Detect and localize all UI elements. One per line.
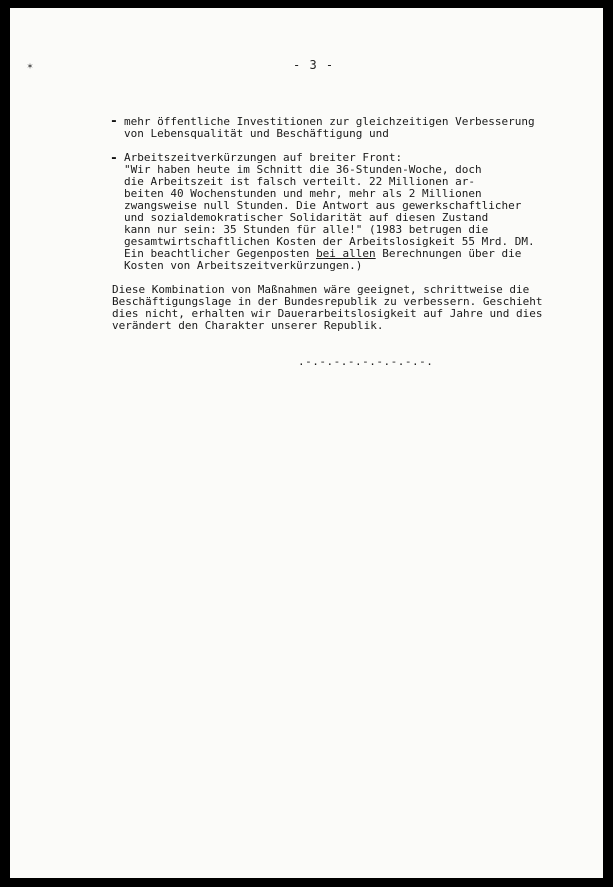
bullet-2-line-5: und sozialdemokratischer Solidarität auf diesen Zustand: [124, 211, 489, 224]
emphasis-bei-allen: bei allen: [316, 247, 376, 260]
bullet-2-line-9: Kosten von Arbeitszeitverkürzungen.): [124, 259, 363, 272]
page-number: - 3 -: [293, 58, 335, 72]
line-8-part-3: Berechnungen über die: [375, 247, 522, 260]
bullet-2-line-3: beiten 40 Wochenstunden und mehr, mehr als 2 Millionen: [124, 187, 482, 200]
paragraph-line-1: Diese Kombination von Maßnahmen wäre geeignet, schrittweise die: [112, 283, 530, 296]
document-page: [10, 8, 603, 878]
bullet-1-line-1: mehr öffentliche Investitionen zur gleichzeitigen Verbesserung: [124, 115, 535, 128]
bullet-2-heading: Arbeitszeitverkürzungen auf breiter Front:: [124, 151, 403, 164]
paragraph-line-4: verändert den Charakter unserer Republik.: [112, 319, 384, 332]
bullet-1-line-2: von Lebensqualität und Beschäftigung und: [124, 127, 389, 140]
bullet-2-line-4: zwangsweise null Stunden. Die Antwort aus gewerkschaftlicher: [124, 199, 522, 212]
bullet-2-line-6: kann nur sein: 35 Stunden für alle!" (1983 betrugen die: [124, 223, 489, 236]
end-separator: .-.-.-.-.-.-.-.-.-.: [298, 355, 434, 368]
bullet-dash: -: [110, 151, 118, 166]
line-8-part-1: Ein beachtlicher Gegenposten: [124, 247, 317, 260]
bullet-2-line-2: die Arbeitszeit ist falsch verteilt. 22 Millionen ar-: [124, 175, 475, 188]
corner-mark: ✶: [27, 61, 34, 72]
bullet-dash: -: [110, 114, 118, 129]
bullet-2-line-7: gesamtwirtschaftlichen Kosten der Arbeitslosigkeit 55 Mrd. DM.: [124, 235, 535, 248]
bullet-2-line-1: "Wir haben heute im Schnitt die 36-Stunden-Woche, doch: [124, 163, 482, 176]
paragraph-line-2: Beschäftigungslage in der Bundesrepublik zu verbessern. Geschieht: [112, 295, 543, 308]
paragraph-line-3: dies nicht, erhalten wir Dauerarbeitslosigkeit auf Jahre und dies: [112, 307, 543, 320]
